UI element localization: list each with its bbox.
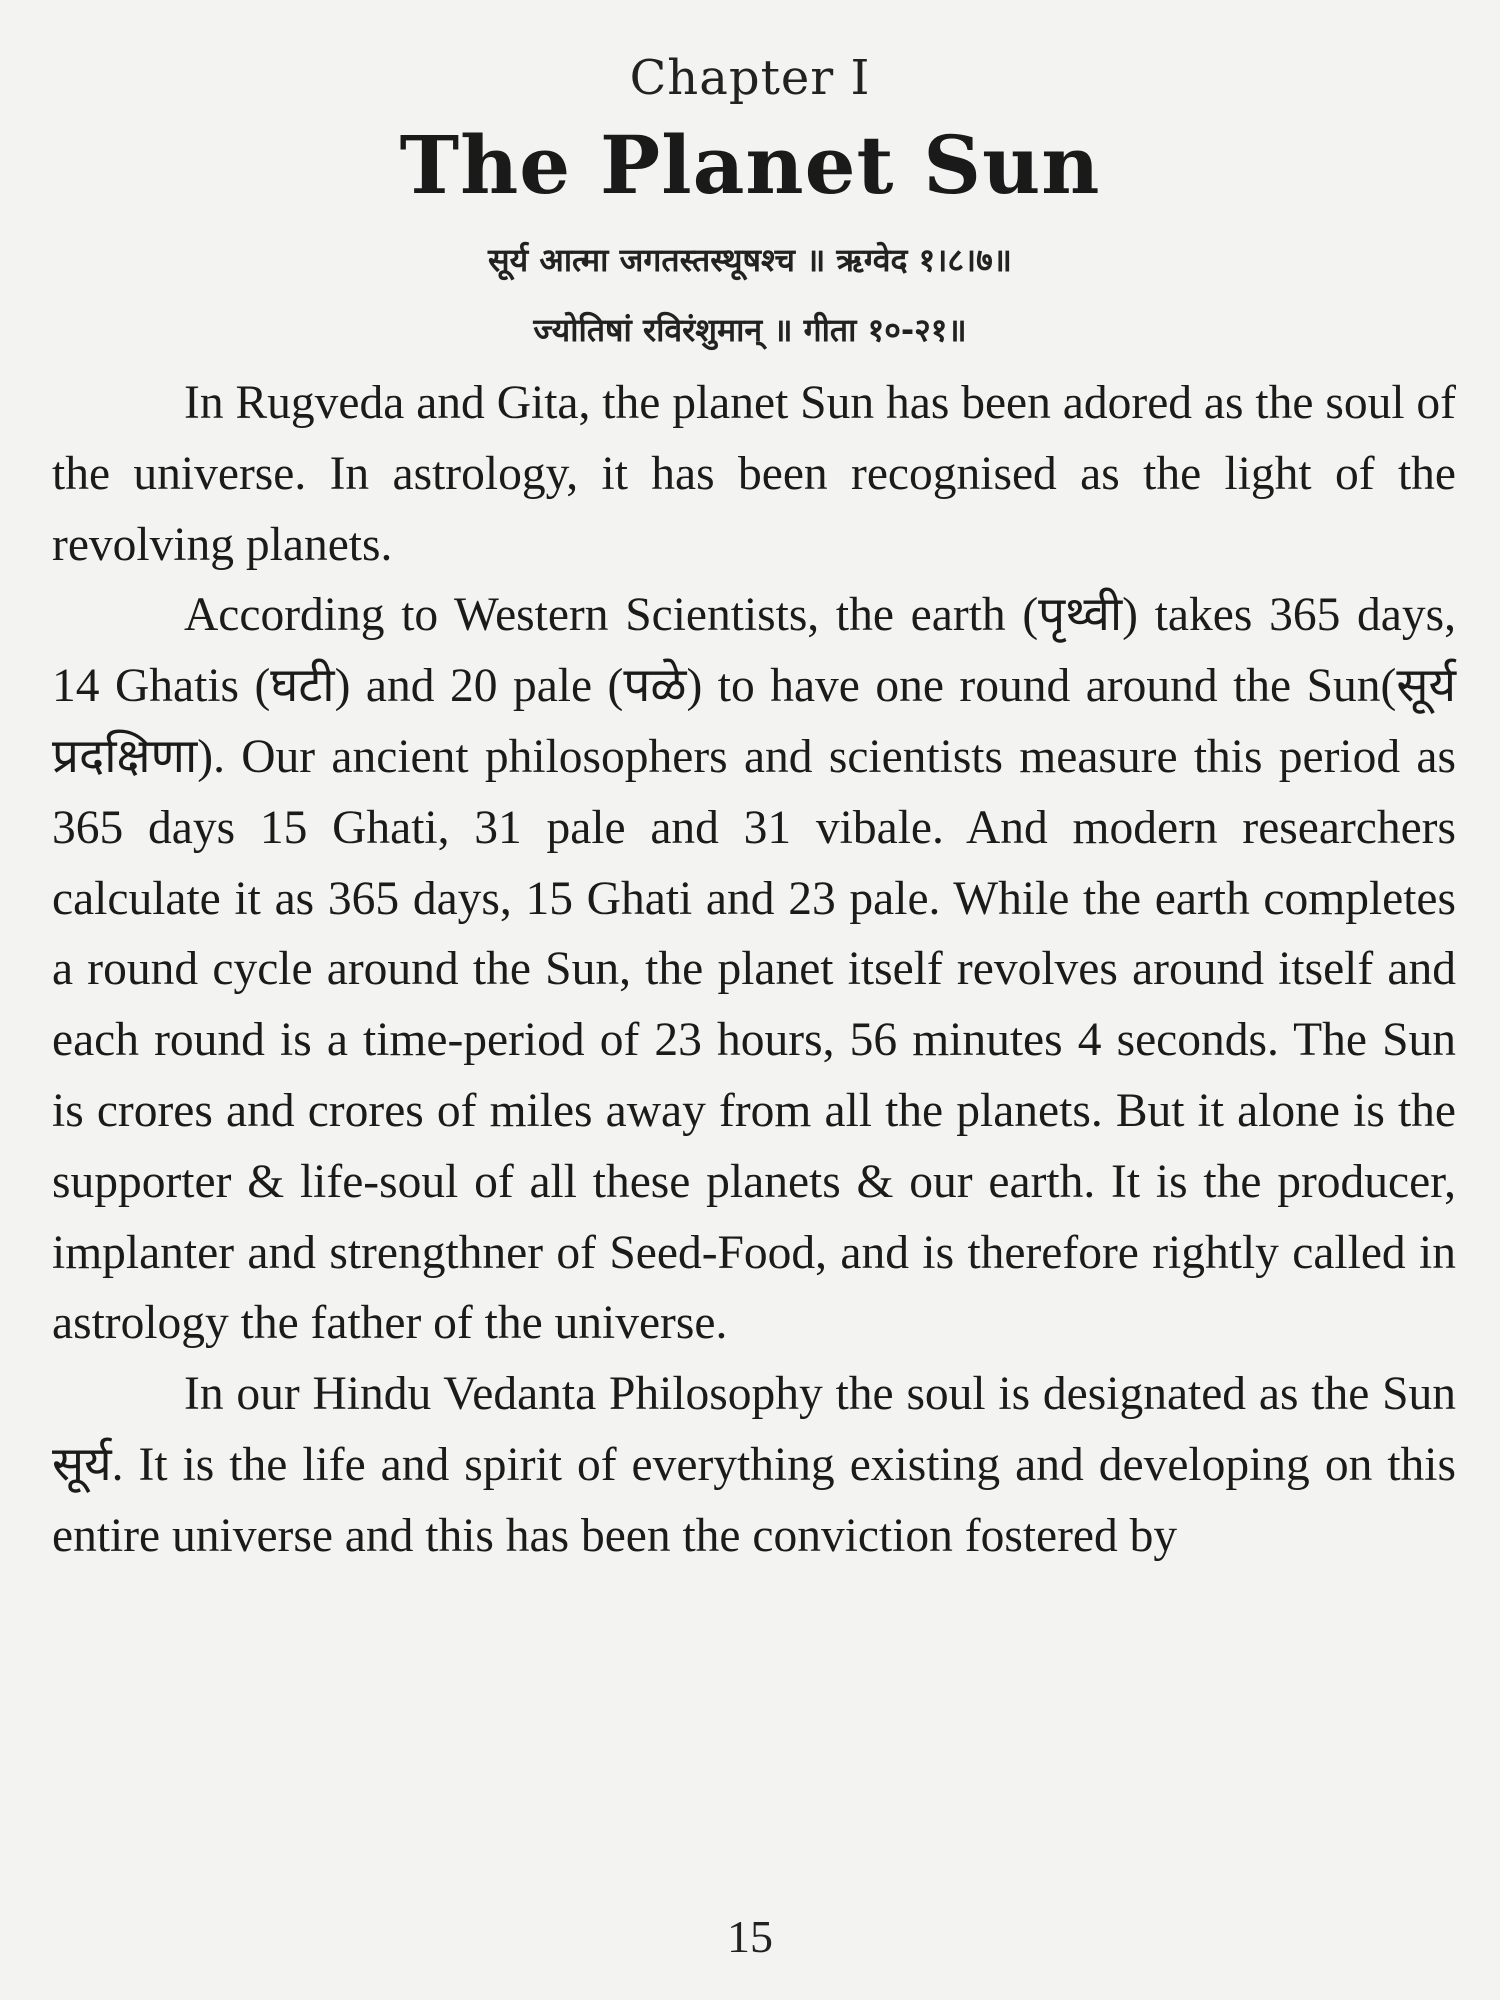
paragraph: In Rugveda and Gita, the planet Sun has been adored as the soul of the universe. In astrology, it has been recognised as the light of the revolving planets. xyxy=(52,377,1456,571)
paragraph: According to Western Scientists, the earth (पृथ्वी) takes 365 days, 14 Ghatis (घटी) and 20 pale (पळे) to have one round around the Sun(सूर्य प्रदक्षिणा). Our ancient philosophers and scientists measure this period as 365 days 15 Ghati, 31 pale and 31 vibale. And modern researchers calculate it as 365 days, 15 Ghati and 23 pale. While the earth completes a round cycle around the Sun, the planet itself revolves around itself and each round is a time-period of 23 hours, 56 minutes 4 seconds. The Sun is crores and crores of miles away from all the planets. But it alone is the supporter & life-soul of all these planets & our earth. It is the producer, implanter and strengthner of Seed-Food, and is therefore rightly called in astrology the father of the universe. xyxy=(52,589,1456,1350)
verse-rugveda: सूर्य आत्मा जगतस्तस्थूषश्च ॥ ऋग्वेद १।८।७॥ xyxy=(488,241,1012,279)
chapter-title: The Planet Sun xyxy=(399,118,1101,212)
verse-gita: ज्योतिषां रविरंशुमान् ॥ गीता १०-२१॥ xyxy=(533,311,967,349)
chapter-body xyxy=(52,368,1456,1572)
chapter-label: Chapter I xyxy=(629,50,871,106)
paragraph: In our Hindu Vedanta Philosophy the soul is designated as the Sun सूर्य. It is the life and spirit of everything existing and developing on this entire universe and this has been the conviction fostered by xyxy=(52,1368,1456,1562)
page-number: 15 xyxy=(727,1911,773,1962)
